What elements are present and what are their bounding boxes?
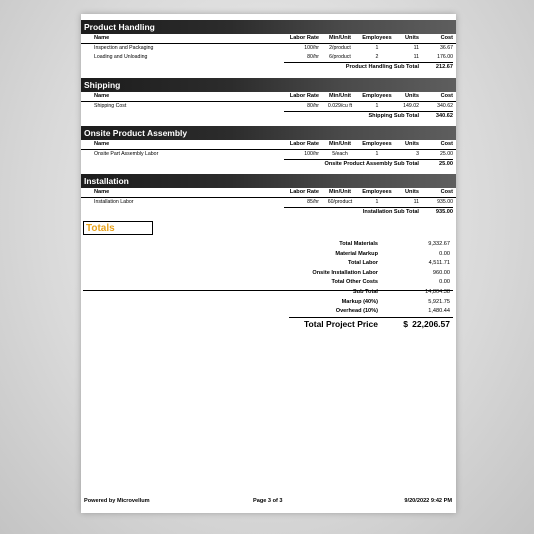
summary-row [231, 269, 453, 279]
col-name: Name [94, 189, 110, 195]
section-installation [81, 174, 456, 217]
cell-rate: 100/hr [304, 151, 319, 157]
subtotal-label: Onsite Product Assembly Sub Total [324, 161, 419, 167]
summary-row [231, 240, 453, 250]
summary-label: Onsite Installation Labor [312, 269, 378, 276]
summary-row [231, 307, 453, 317]
col-labor-rate: Labor Rate [289, 141, 319, 147]
summary-value: 5,921.75 [428, 298, 450, 305]
cell-cost: 935.00 [437, 199, 453, 205]
cell-min: 6/product [329, 54, 351, 60]
subtotal-row [81, 159, 456, 169]
table-header [81, 140, 456, 150]
table-header [81, 188, 456, 198]
cell-rate: 100/hr [304, 45, 319, 51]
cell-emp: 1 [375, 103, 379, 109]
summary-label: Total Materials [339, 241, 378, 247]
cell-cost: 25.00 [440, 151, 453, 157]
subtotal-label: Product Handling Sub Total [345, 64, 419, 70]
cell-cost: 176.00 [437, 54, 453, 60]
col-cost: Cost [440, 189, 453, 195]
section-title: Shipping [81, 78, 456, 92]
col-min-unit: Min/Unit [328, 93, 352, 99]
cell-name: Shipping Cost [94, 103, 127, 109]
cell-min: 5/each [332, 151, 348, 157]
summary-row [231, 298, 453, 308]
table-row [81, 44, 456, 53]
summary-value: 960.00 [432, 269, 450, 276]
cell-units: 149.02 [403, 103, 419, 109]
subtotal-label: Shipping Sub Total [368, 113, 419, 119]
section-title: Onsite Product Assembly [81, 126, 456, 140]
cell-units: 11 [413, 45, 419, 51]
summary-label: Overhead (10%) [335, 308, 378, 314]
subtotal-value: 212.67 [435, 64, 453, 70]
col-min-unit: Min/Unit [328, 141, 352, 147]
col-cost: Cost [440, 141, 453, 147]
cell-units: 3 [416, 151, 419, 157]
subtotal-value: 340.62 [435, 113, 453, 119]
footer-powered-by: Powered by Microvellum [84, 498, 150, 504]
col-employees: Employees [362, 93, 392, 99]
section-shipping [81, 78, 456, 121]
col-cost: Cost [440, 35, 453, 41]
cell-rate: 80/hr [307, 103, 319, 109]
col-units: Units [405, 189, 419, 195]
summary-label: Material Markup [335, 250, 378, 257]
cell-rate: 80/hr [307, 54, 319, 60]
grand-total-label: Total Project Price [303, 319, 378, 329]
subtotal-row [81, 111, 456, 121]
cell-name: Inspection and Packaging [94, 45, 154, 51]
summary-row [231, 259, 453, 269]
col-employees: Employees [362, 35, 392, 41]
col-units: Units [405, 141, 419, 147]
col-cost: Cost [440, 93, 453, 99]
footer-page-number: Page 3 of 3 [253, 498, 283, 504]
summary-label: Total Labor [347, 260, 378, 266]
col-name: Name [94, 35, 110, 41]
summary-label: Sub Total [352, 289, 378, 295]
cell-name: Loading and Unloading [94, 54, 148, 60]
cell-emp: 1 [375, 199, 379, 205]
cell-name: Onsite Part Assembly Labor [94, 151, 159, 157]
cell-units: 11 [413, 54, 419, 60]
cell-emp: 2 [375, 54, 379, 60]
col-name: Name [94, 141, 110, 147]
cell-cost: 340.62 [437, 103, 453, 109]
col-min-unit: Min/Unit [328, 35, 352, 41]
col-labor-rate: Labor Rate [289, 93, 319, 99]
section-product-handling [81, 20, 456, 72]
col-min-unit: Min/Unit [328, 189, 352, 195]
summary-row [231, 288, 453, 298]
summary-row [231, 250, 453, 260]
subtotal-label: Installation Sub Total [362, 209, 419, 215]
subtotal-row [81, 207, 456, 217]
total-project-price [231, 318, 453, 331]
summary-value: 9,332.67 [428, 241, 450, 247]
col-labor-rate: Labor Rate [289, 189, 319, 195]
table-row [81, 198, 456, 207]
totals-title: Totals [83, 221, 153, 235]
summary-value: 0.00 [439, 250, 450, 257]
summary-label: Markup (40%) [341, 298, 378, 305]
table-row [81, 53, 456, 62]
table-header [81, 92, 456, 102]
cell-min: 2/product [329, 45, 351, 51]
summary-value: 1,480.44 [428, 308, 450, 314]
cell-emp: 1 [375, 151, 379, 157]
summary-label: Total Other Costs [331, 279, 378, 285]
col-units: Units [405, 35, 419, 41]
report-page [81, 14, 456, 513]
cell-min: 0.029/cu ft [327, 103, 353, 109]
table-row [81, 102, 456, 111]
col-employees: Employees [362, 141, 392, 147]
col-employees: Employees [362, 189, 392, 195]
footer-timestamp: 9/20/2022 9:42 PM [404, 498, 452, 504]
cell-cost: 36.67 [440, 45, 453, 51]
section-title: Installation [81, 174, 456, 188]
col-name: Name [94, 93, 110, 99]
cell-rate: 85/hr [307, 199, 319, 205]
cell-name: Installation Labor [94, 199, 134, 205]
section-onsite-assembly [81, 126, 456, 169]
subtotal-value: 25.00 [439, 161, 453, 167]
cell-min: 60/product [327, 199, 353, 205]
summary-value: 0.00 [439, 279, 450, 285]
table-header [81, 34, 456, 44]
table-row [81, 150, 456, 159]
subtotal-value: 935.00 [435, 209, 453, 215]
subtotal-row [81, 62, 456, 72]
section-title: Product Handling [81, 20, 456, 34]
col-labor-rate: Labor Rate [289, 35, 319, 41]
currency-symbol: $ [403, 319, 408, 329]
summary-value: 4,511.71 [428, 260, 450, 266]
page-footer [81, 496, 456, 506]
cell-units: 11 [413, 199, 419, 205]
cell-emp: 1 [375, 45, 379, 51]
grand-total-value: 22,206.57 [412, 319, 450, 329]
summary-value: 14,804.38 [425, 289, 450, 295]
col-units: Units [405, 93, 419, 99]
summary-row [231, 278, 453, 288]
